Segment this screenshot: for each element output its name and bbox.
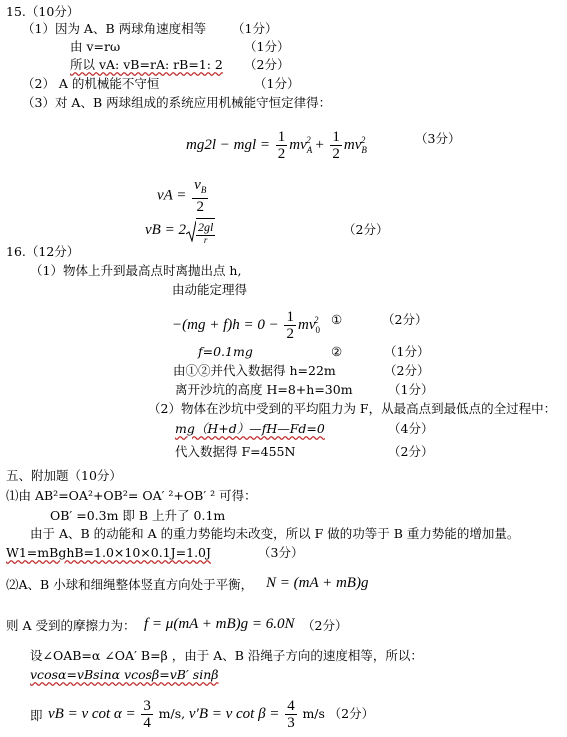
q5-vb-equation: vB = v cot α = [48,706,136,722]
q16-line-1: （1）物体上升到最高点时离抛出点 h, [30,263,242,278]
q16-line-7: mg（H+d）—fH—Fd=0 [175,421,325,436]
q16-line-8: 代入数据得 F=455N [175,444,296,459]
q5-normal-force-equation: N = (mA + mB)g [266,575,369,591]
q15-va-equation [157,177,210,215]
half-fraction: $\frac{1}{2}$ [286,309,294,343]
q16-points-7: （4分） [388,421,434,436]
q5-line-5: ⑵A、B 小球和细绳整体竖直方向处于平衡， [6,577,254,592]
q15-vb-equation [145,214,217,246]
half-fraction: $\frac{1}{2}$ [277,129,286,163]
2gl-over-r-fraction: $\frac{2gl}{r}$ [197,219,214,245]
half-fraction: $\frac{1}{2}$ [332,129,340,163]
q16-energy-equation: −(mg + f)h = 0 − $\frac{1}{2}$ $mv_0^2$ [172,309,320,343]
q16-line-2: 由动能定理得 [172,282,248,297]
q5-unit-1: m/s, [158,706,186,721]
q15-points-4: （1分） [254,76,300,91]
q5-velocity-equations [48,697,374,731]
q16-eq1-mark: ① [331,312,343,327]
q15-eq2-lhs: vA = [157,187,187,204]
q16-line-3: f=0.1mg [198,344,253,359]
q15-line-5: （3）对 A、B 两球组成的系统应用机械能守恒定律得： [22,95,332,110]
q15-eq3-lhs: vB = 2 [145,222,186,238]
q16-points-3: （1分） [384,344,430,359]
q15-header: 15.（10分） [6,4,80,19]
q5-line-8: vcosα=vBsinα vcosβ=vB′ sinβ [30,667,219,682]
q5-line-4: W1=mBghB=1.0×10×0.1J=1.0J [6,545,212,560]
q15-line-1: （1）因为 A、B 两球角速度相等 [22,21,207,36]
three-quarters-fraction: $\frac{3}{4}$ [143,698,151,732]
q15-energy-equation: mg2l − mgl = $\frac{1}{2}$ $mv_A^2$ + $\frac{1}{2}$ $mv_B^2$ [186,129,367,163]
q15-eq1-points: （3分） [415,131,461,146]
q16-eq1-lhs: −(mg + f)h = 0 − [172,317,279,333]
q5-friction-equation: f = μ(mA + mB)g = 6.0N [144,616,295,632]
q5-vb-prime-equation: v′B = v cot β = [188,706,280,722]
q5-points-9: （2分） [328,706,375,721]
q5-line-6: 则 A 受到的摩擦力为： [6,618,136,633]
q5-unit-2: m/s [302,706,325,721]
q15-points-2: （1分） [244,39,290,54]
q16-points-5: （1分） [388,382,434,397]
q15-line-3: 所以 vA: vB=rA: rB=1: 2 [70,57,223,72]
q15-eq3-points: （2分） [343,222,389,237]
q5-line-3: 由于 A、B 的动能和 A 的重力势能均未改变，所以 F 做的功等于 B 重力势能的增加量。 [30,526,520,541]
vb-over-2-fraction: $\frac{v_B}{2}$ [194,177,207,215]
q16-header: 16.（12分） [6,244,80,259]
q16-points-4: （2分） [384,363,430,378]
q5-points-4: （3分） [258,545,304,560]
q5-line-1: ⑴由 AB²=OA²+OB²= OA′ ²+OB′ ² 可得： [6,488,257,503]
q15-points-3: （2分） [244,57,290,72]
q15-line-4: （2） A 的机械能不守恒 [22,76,160,91]
q16-line-6: （2）物体在沙坑中受到的平均阻力为 F，从最高点到最低点的全过程中： [148,401,557,416]
four-thirds-fraction: $\frac{4}{3}$ [287,698,295,732]
q5-line-9: 即 [30,708,43,723]
sqrt-sign [186,220,196,242]
q16-line-5: 离开沙坑的高度 H=8+h=30m [175,382,353,397]
q16-line-4: 由①②并代入数据得 h=22m [173,363,336,378]
q16-points-8: （2分） [388,444,434,459]
q15-eq1-lhs: mg2l − mgl = [186,137,270,153]
q5-line-7: 设∠OAB=α ∠OA′ B=β ，由于 A、B 沿绳子方向的速度相等，所以： [30,648,423,663]
q15-line-2: 由 v=rω [70,39,121,54]
q5-header: 五、附加题（10分） [6,468,122,483]
q15-points-1: （1分） [232,21,278,36]
q16-eq1-points: （2分） [382,312,428,327]
q5-line-2: OB′ =0.3m 即 B 上升了 0.1m [50,508,226,523]
q5-points-6: （2分） [302,618,348,633]
q16-line-3-mark: ② [331,344,343,359]
